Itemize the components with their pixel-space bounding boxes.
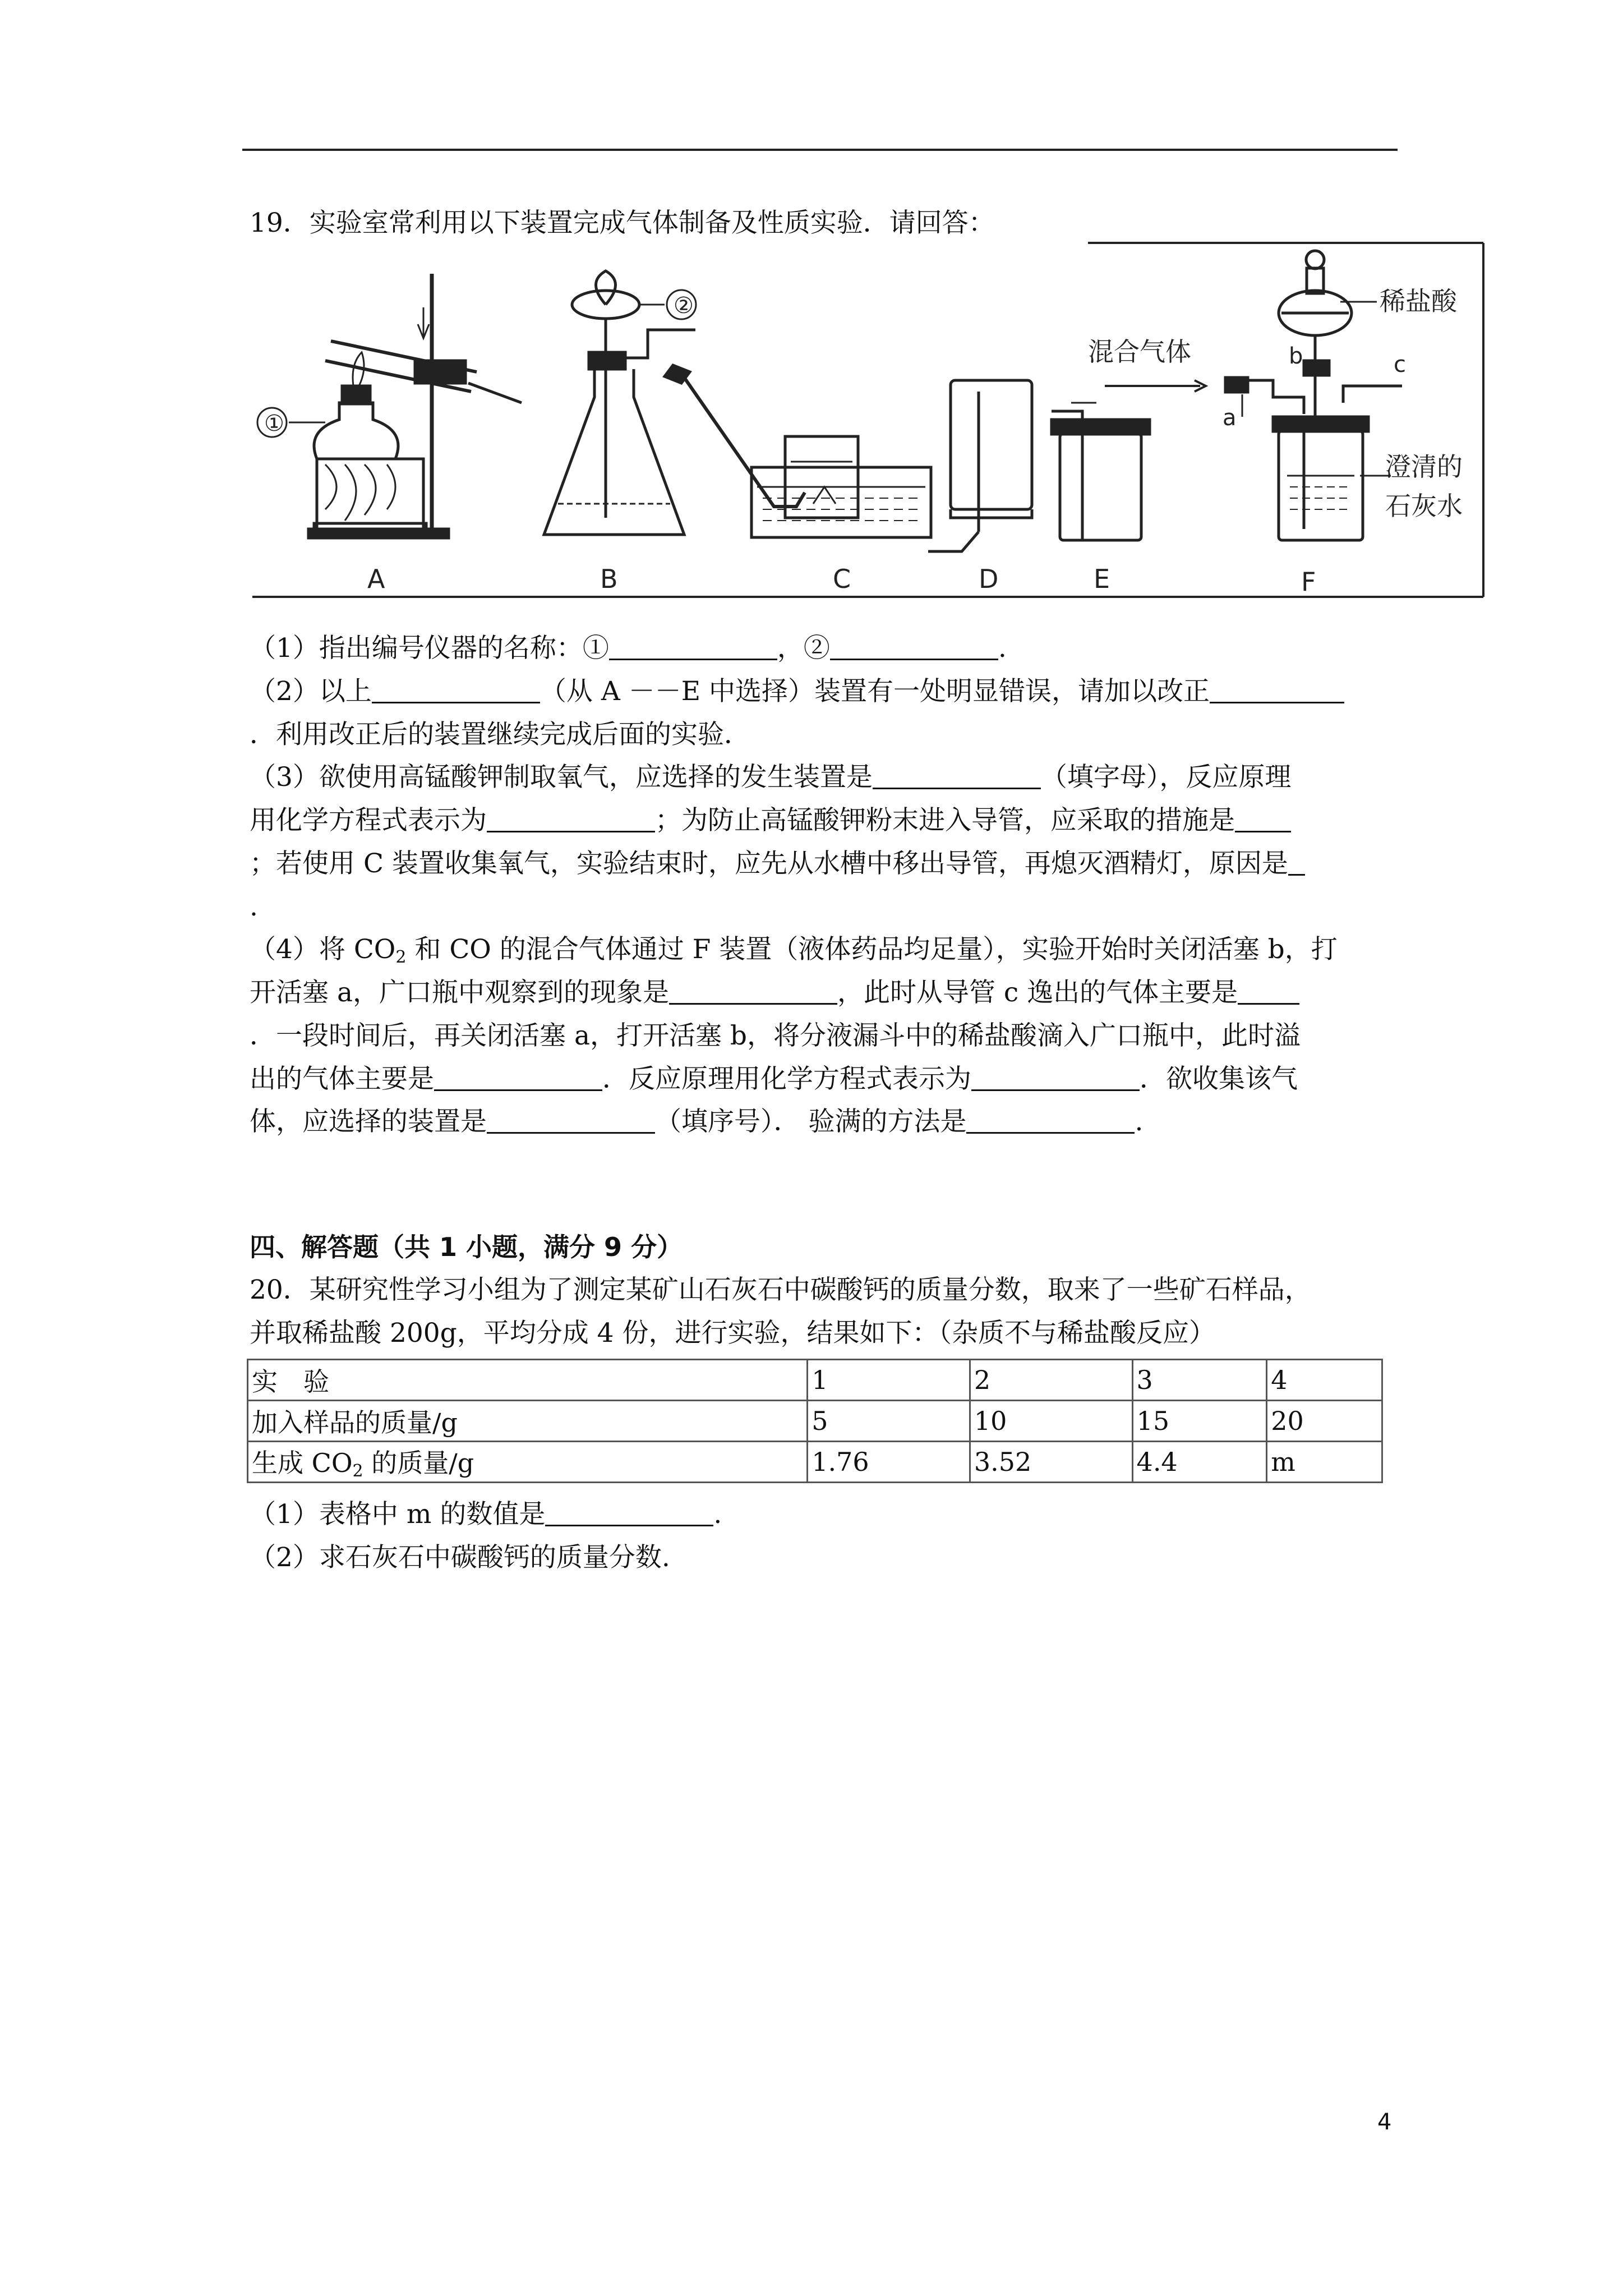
q19-part3-line2: 用化学方程式表示为 ；为防止高锰酸钾粉末进入导管，应采取的措施是 — [250, 805, 1291, 836]
table-row — [248, 1442, 1382, 1483]
svg-text:a: a — [1223, 405, 1237, 431]
page-number: 4 — [1377, 2109, 1392, 2135]
apparatus-c — [665, 365, 931, 537]
q20-part1: （1）表格中 m 的数值是 . — [250, 1499, 722, 1530]
answer-blank[interactable] — [1288, 852, 1305, 876]
q20-stem-line1: 20．某研究性学习小组为了测定某矿山石灰石中碳酸钙的质量分数，取来了一些矿石样品， — [250, 1274, 1311, 1305]
q19-part4: （4）将 $CO_2$ 和 CO 的混合气体通过 F 装置（液体药品均足量），实验开始时关闭活塞 b，打 — [250, 934, 1338, 967]
answer-blank[interactable] — [873, 765, 1041, 789]
table-row — [248, 1360, 1382, 1401]
table-cell: m — [1267, 1442, 1382, 1483]
answer-blank[interactable] — [487, 1110, 655, 1134]
header-rule — [242, 149, 1398, 151]
table-cell: 5 — [808, 1401, 970, 1442]
label-a: A — [367, 564, 385, 594]
answer-blank[interactable] — [1235, 808, 1291, 832]
answer-blank[interactable] — [669, 981, 837, 1005]
table-cell: 3 — [1132, 1360, 1267, 1401]
label-f: F — [1301, 567, 1316, 597]
table-cell: 2 — [970, 1360, 1132, 1401]
q19-part3-line3: ；若使用 C 装置收集氧气，实验结束时，应先从水槽中移出导管，再熄灭酒精灯，原因是 — [250, 848, 1305, 880]
apparatus-a — [257, 274, 522, 538]
label-e: E — [1094, 564, 1110, 594]
table-cell: 4 — [1267, 1360, 1382, 1401]
answer-blank[interactable] — [1238, 981, 1299, 1005]
svg-text:石灰水: 石灰水 — [1385, 491, 1463, 521]
label-b: B — [600, 564, 618, 594]
q20-part2: （2）求石灰石中碳酸钙的质量分数. — [250, 1542, 670, 1573]
svg-text:b: b — [1289, 343, 1303, 369]
q19-part1: （1）指出编号仪器的名称：① ，② . — [250, 633, 1007, 664]
svg-text:稀盐酸: 稀盐酸 — [1380, 286, 1457, 316]
table-cell: 加入样品的质量/g — [248, 1401, 808, 1442]
answer-blank[interactable] — [609, 636, 777, 660]
label-c: C — [833, 564, 851, 594]
table-cell: 4.4 — [1132, 1442, 1267, 1483]
q19-part4-line4: 出的气体主要是 ．反应原理用化学方程式表示为 ．欲收集该气 — [250, 1064, 1298, 1094]
apparatus-figure — [247, 240, 1486, 602]
answer-blank[interactable] — [966, 1110, 1135, 1134]
section-heading: 四、解答题（共 1 小题，满分 9 分） — [250, 1232, 683, 1262]
table-cell: 生成 $CO_2$ 的质量/g — [248, 1442, 808, 1483]
results-table — [247, 1359, 1383, 1483]
table-cell: 20 — [1267, 1401, 1382, 1442]
table-cell: 15 — [1132, 1401, 1267, 1442]
q19-part3: （3）欲使用高锰酸钾制取氧气，应选择的发生装置是 （填字母），反应原理 — [250, 762, 1292, 793]
apparatus-e — [1052, 403, 1150, 540]
label-d: D — [979, 564, 999, 594]
svg-text:澄清的: 澄清的 — [1385, 452, 1463, 482]
svg-text:①: ① — [264, 411, 284, 436]
answer-blank[interactable] — [971, 1067, 1140, 1091]
q20-stem-line2: 并取稀盐酸 200g，平均分成 4 份，进行实验，结果如下：（杂质不与稀盐酸反应） — [250, 1318, 1216, 1349]
answer-blank[interactable] — [545, 1502, 713, 1526]
q19-part2: （2）以上 （从 A －－E 中选择）装置有一处明显错误，请加以改正 — [250, 676, 1344, 707]
svg-text:混合气体: 混合气体 — [1088, 337, 1191, 367]
q19-part4-line3: ．一段时间后，再关闭活塞 a，打开活塞 b，将分液漏斗中的稀盐酸滴入广口瓶中，此时溢 — [250, 1020, 1301, 1051]
answer-blank[interactable] — [1210, 679, 1344, 703]
answer-blank[interactable] — [372, 679, 540, 703]
table-cell: 实 验 — [248, 1360, 808, 1401]
svg-text:c: c — [1394, 352, 1406, 378]
table-cell: 1 — [808, 1360, 970, 1401]
q19-part2-cont: ．利用改正后的装置继续完成后面的实验． — [250, 719, 750, 750]
q19-part4-line5: 体，应选择的装置是 （填序号）． 验满的方法是 . — [250, 1106, 1144, 1137]
svg-text:②: ② — [674, 293, 694, 319]
answer-blank[interactable] — [487, 808, 655, 832]
table-cell: 1.76 — [808, 1442, 970, 1483]
apparatus-b — [544, 271, 696, 535]
table-cell: 10 — [970, 1401, 1132, 1442]
q19-part4-line2: 开活塞 a，广口瓶中观察到的现象是 ，此时从导管 c 逸出的气体主要是 — [250, 977, 1299, 1009]
q19-stem: 19．实验室常利用以下装置完成气体制备及性质实验．请回答： — [250, 208, 995, 238]
table-cell: 3.52 — [970, 1442, 1132, 1483]
table-row — [248, 1401, 1382, 1442]
answer-blank[interactable] — [830, 636, 998, 660]
q19-part3-line4: . — [250, 891, 258, 922]
apparatus-d — [928, 380, 1032, 551]
answer-blank[interactable] — [434, 1067, 602, 1091]
apparatus-f — [1088, 251, 1463, 540]
